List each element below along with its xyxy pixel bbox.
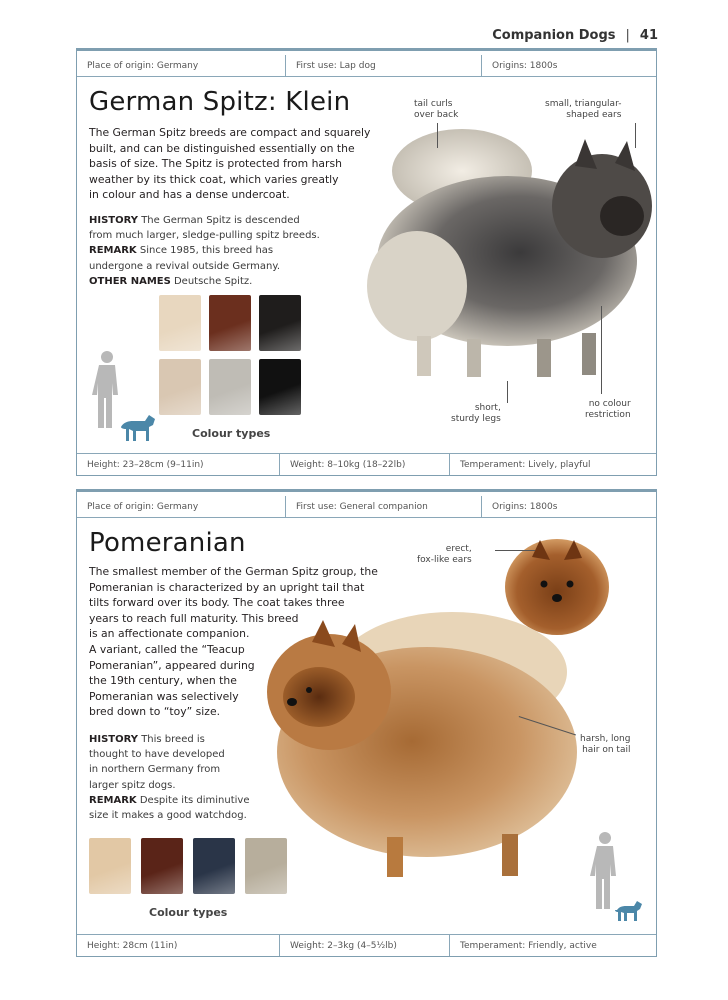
colour-swatch [141,838,183,894]
callout-text: erect, [445,544,472,554]
description-line: in colour and has a dense undercoat. [89,188,290,202]
remark-text: size it makes a good watchdog. [89,810,247,822]
remark-text: undergone a revival outside Germany. [89,260,281,272]
origins: Origins: 1800s [492,60,558,71]
description-line: is an affectionate companion. [89,627,250,641]
remark-label: REMARK [89,245,137,257]
breed-description [89,125,370,203]
description-line: Pomeranian”, appeared during [89,658,255,672]
description-line: Pomeranian is characterized by an upright tail that [89,580,365,594]
header-separator: | [625,28,630,43]
breed-card-german-spitz [76,48,657,476]
size-comparison-icon [587,830,647,925]
description-line: the 19th century, when the [89,674,237,688]
size-comparison-icon [87,349,157,444]
callout-tail [580,734,630,756]
temperament: Temperament: Lively, playful [460,459,591,470]
colour-swatch [89,838,131,894]
description-line: A variant, called the “Teacup [89,642,245,656]
history-text: larger spitz dogs. [89,779,176,791]
description-line: The German Spitz breeds are compact and squarely [89,126,371,139]
callout-line [495,550,535,551]
remark-line [89,243,320,258]
other-names-text: Deutsche Spitz. [170,275,253,287]
other-names-line [89,274,320,289]
callout-tail [414,99,458,121]
place-of-origin: Place of origin: Germany [77,55,286,76]
breed-details [89,213,320,289]
colour-swatch [159,359,201,415]
info-row-top [77,55,656,77]
callout-text: restriction [585,410,631,420]
colour-swatch [259,359,301,415]
callout-ears [545,99,621,121]
history-text: from much larger, sledge-pulling spitz breeds. [89,230,320,242]
german-spitz-photo [357,111,657,401]
callout-line [437,123,438,148]
callout-text: harsh, long [580,734,631,744]
history-text: thought to have developed [89,749,225,761]
pomeranian-photo [257,602,587,887]
callout-text: shaped ears [566,110,622,120]
temperament: Temperament: Friendly, active [460,940,597,951]
description-line: years to reach full maturity. This breed [89,611,299,625]
breed-card-pomeranian [76,489,657,957]
callout-line [635,123,636,148]
description-line: The smallest member of the German Spitz group, the [89,565,378,578]
callout-text: fox-like ears [417,555,472,565]
callout-line [507,381,508,403]
history-label: HISTORY [89,215,139,226]
page-number: 41 [639,28,658,43]
history-line [89,732,249,747]
callout-ears [417,544,472,566]
colour-swatch [193,838,235,894]
colour-types-label: Colour types [192,427,271,440]
colour-swatches [159,295,301,415]
weight: Weight: 2–3kg (4–5½lb) [280,935,450,956]
description-line: built, and can be distinguished essentially on the [89,141,355,155]
colour-swatch [259,295,301,351]
colour-swatch [159,295,201,351]
description-line: weather by its thick coat, which varies greatly [89,172,339,186]
history-label: HISTORY [89,734,139,745]
callout-text: sturdy legs [451,414,501,424]
first-use: First use: Lap dog [286,55,482,76]
info-row-bottom [77,453,656,475]
history-line [89,213,320,228]
section-title: Companion Dogs [492,28,616,43]
origins: Origins: 1800s [492,501,558,512]
description-line: tilts forward over its body. The coat takes three [89,596,345,610]
other-names-label: OTHER NAMES [89,275,171,287]
callout-line [601,306,602,394]
callout-text: hair on tail [582,745,631,755]
history-text: The German Spitz is descended [138,215,300,226]
weight: Weight: 8–10kg (18–22lb) [280,454,450,475]
colour-types-label: Colour types [149,906,228,919]
remark-label: REMARK [89,794,137,806]
place-of-origin: Place of origin: Germany [77,496,286,517]
callout-text: small, triangular- [545,99,622,109]
callout-text: tail curls [414,99,453,109]
callout-text: short, [474,403,501,413]
callout-text: no colour [588,399,631,409]
info-row-bottom [77,934,656,956]
description-line: basis of size. The Spitz is protected from harsh [89,157,342,171]
breed-title: Pomeranian [89,528,246,558]
height: Height: 28cm (11in) [77,935,280,956]
breed-title: German Spitz: Klein [89,87,351,117]
remark-line [89,793,249,808]
height: Height: 23–28cm (9–11in) [77,454,280,475]
info-row-top [77,496,656,518]
first-use: First use: General companion [286,496,482,517]
colour-swatch [209,295,251,351]
history-text: This breed is [138,734,205,745]
remark-text: Despite its diminutive [136,794,250,806]
history-text: in northern Germany from [89,764,221,776]
colour-swatch [209,359,251,415]
description-line: bred down to “toy” size. [89,705,221,719]
description-line: Pomeranian was selectively [89,689,239,703]
callout-colour [585,399,631,421]
remark-text: Since 1985, this breed has [136,245,274,257]
breed-details [89,732,249,823]
page-header [492,28,658,43]
callout-text: over back [414,110,459,120]
callout-legs [451,403,501,425]
